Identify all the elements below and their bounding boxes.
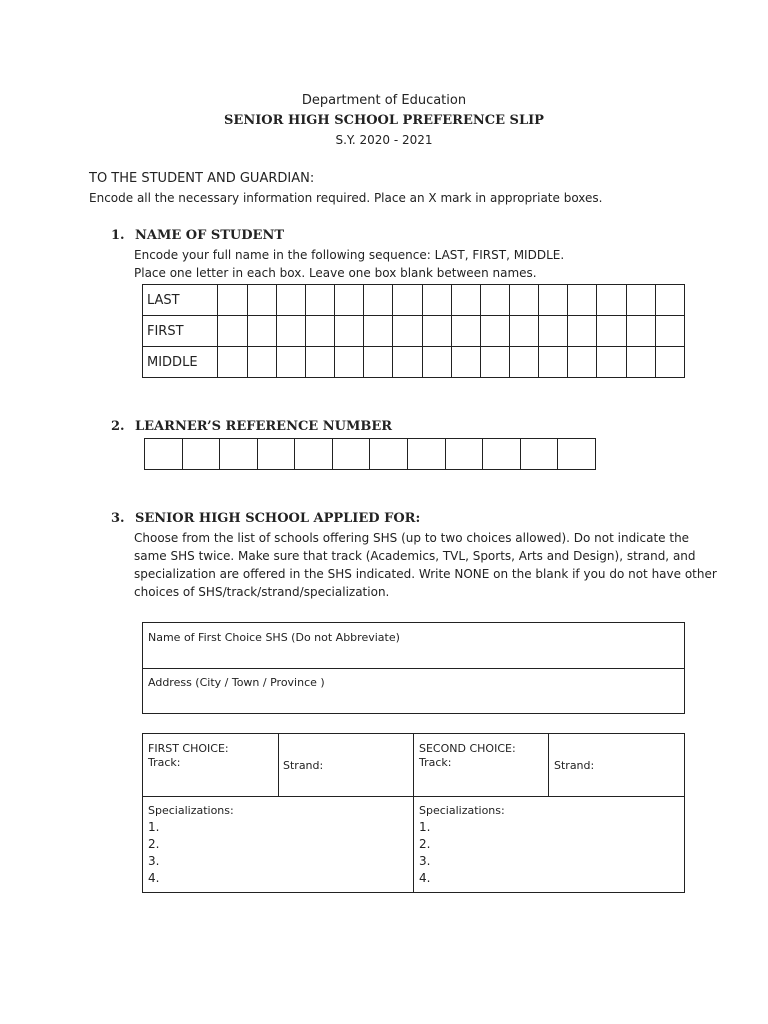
letter-box[interactable] [509,285,538,316]
list-item: 3. [419,854,431,868]
section-3-instruction-3: specialization are offered in the SHS indicated. Write NONE on the blank if you do not have other [134,567,717,581]
list-item: 2. [148,837,160,851]
section-title: NAME OF STUDENT [135,228,285,243]
digit-box[interactable] [257,439,295,470]
letter-box[interactable] [597,285,626,316]
letter-box[interactable] [218,347,247,378]
letter-box[interactable] [655,347,684,378]
letter-box[interactable] [451,285,480,316]
letter-box[interactable] [480,347,509,378]
letter-box[interactable] [451,347,480,378]
letter-box[interactable] [626,316,655,347]
digit-box[interactable] [295,439,333,470]
section-number: 3. [111,511,125,526]
digit-box[interactable] [445,439,483,470]
letter-box[interactable] [568,316,597,347]
section-title: LEARNER’S REFERENCE NUMBER [135,419,393,434]
letter-box[interactable] [539,285,568,316]
letter-box[interactable] [539,347,568,378]
letter-box[interactable] [393,316,422,347]
second-strand-label: Strand: [554,759,595,772]
section-3-instruction-4: choices of SHS/track/strand/specialization. [134,585,390,599]
letter-box[interactable] [305,285,334,316]
second-choice-label: SECOND CHOICE: [419,742,516,755]
letter-box[interactable] [568,347,597,378]
digit-box[interactable] [558,439,596,470]
section-1-heading [111,228,284,243]
list-item: 1. [148,820,160,834]
column-divider [278,734,279,796]
letter-box[interactable] [305,316,334,347]
letter-box[interactable] [422,285,451,316]
letter-box[interactable] [480,285,509,316]
letter-box[interactable] [539,316,568,347]
list-item: 4. [419,871,431,885]
list-item: 1. [419,820,431,834]
column-divider [413,734,414,892]
first-strand-label: Strand: [283,759,324,772]
section-1-instruction-2: Place one letter in each box. Leave one box blank between names. [134,266,537,280]
letter-box[interactable] [276,285,305,316]
letter-box[interactable] [655,316,684,347]
letter-box[interactable] [335,347,364,378]
first-specializations-label: Specializations: [148,804,234,817]
letter-box[interactable] [247,316,276,347]
letter-box[interactable] [597,347,626,378]
digit-box[interactable] [182,439,220,470]
letter-box[interactable] [364,285,393,316]
digit-box[interactable] [483,439,521,470]
second-track-label: Track: [419,756,452,769]
choices-box [142,733,685,893]
letter-box[interactable] [422,347,451,378]
name-row-first [143,316,685,347]
section-number: 2. [111,419,125,434]
lrn-grid [144,438,596,470]
letter-box[interactable] [451,316,480,347]
second-specializations-list [419,819,430,887]
digit-box[interactable] [332,439,370,470]
letter-box[interactable] [480,316,509,347]
letter-box[interactable] [364,347,393,378]
section-3-instruction-2: same SHS twice. Make sure that track (Academics, TVL, Sports, Arts and Design), strand, and [134,549,696,563]
section-3-heading [111,511,420,526]
digit-box[interactable] [520,439,558,470]
first-specializations-list [148,819,159,887]
second-specializations-label: Specializations: [419,804,505,817]
name-row-label: LAST [143,285,218,316]
letter-box[interactable] [276,347,305,378]
letter-box[interactable] [422,316,451,347]
section-2-heading [111,419,392,434]
letter-box[interactable] [276,316,305,347]
digit-box[interactable] [220,439,258,470]
list-item: 2. [419,837,431,851]
name-row-middle [143,347,685,378]
list-item: 4. [148,871,160,885]
list-item: 3. [148,854,160,868]
intro-instruction: Encode all the necessary information required. Place an X mark in appropriate boxes. [89,191,603,205]
section-number: 1. [111,228,125,243]
row-divider [143,668,684,669]
letter-box[interactable] [335,285,364,316]
department-title: Department of Education [301,93,467,108]
letter-box[interactable] [655,285,684,316]
letter-box[interactable] [305,347,334,378]
digit-box[interactable] [408,439,446,470]
letter-box[interactable] [509,347,538,378]
first-choice-label: FIRST CHOICE: [148,742,229,755]
student-name-grid [142,284,685,378]
letter-box[interactable] [393,347,422,378]
first-choice-shs-box [142,622,685,714]
form-title: SENIOR HIGH SCHOOL PREFERENCE SLIP [224,113,544,128]
letter-box[interactable] [597,316,626,347]
first-track-label: Track: [148,756,181,769]
letter-box[interactable] [247,285,276,316]
school-year: S.Y. 2020 - 2021 [335,133,433,147]
salutation: TO THE STUDENT AND GUARDIAN: [89,171,315,186]
letter-box[interactable] [364,316,393,347]
letter-box[interactable] [218,316,247,347]
letter-box[interactable] [568,285,597,316]
first-choice-shs-label: Name of First Choice SHS (Do not Abbreviate) [148,631,400,644]
letter-box[interactable] [509,316,538,347]
letter-box[interactable] [626,347,655,378]
letter-box[interactable] [218,285,247,316]
column-divider [548,734,549,796]
letter-box[interactable] [626,285,655,316]
digit-box[interactable] [145,439,183,470]
name-row-label: MIDDLE [143,347,218,378]
section-title: SENIOR HIGH SCHOOL APPLIED FOR: [135,511,421,526]
row-divider [143,796,684,797]
section-1-instruction-1: Encode your full name in the following sequence: LAST, FIRST, MIDDLE. [134,248,565,262]
name-row-last [143,285,685,316]
name-row-label: FIRST [143,316,218,347]
letter-box[interactable] [247,347,276,378]
letter-box[interactable] [393,285,422,316]
digit-box[interactable] [370,439,408,470]
address-label: Address (City / Town / Province ) [148,676,325,689]
letter-box[interactable] [335,316,364,347]
section-3-instruction-1: Choose from the list of schools offering SHS (up to two choices allowed). Do not indicate the [134,531,690,545]
